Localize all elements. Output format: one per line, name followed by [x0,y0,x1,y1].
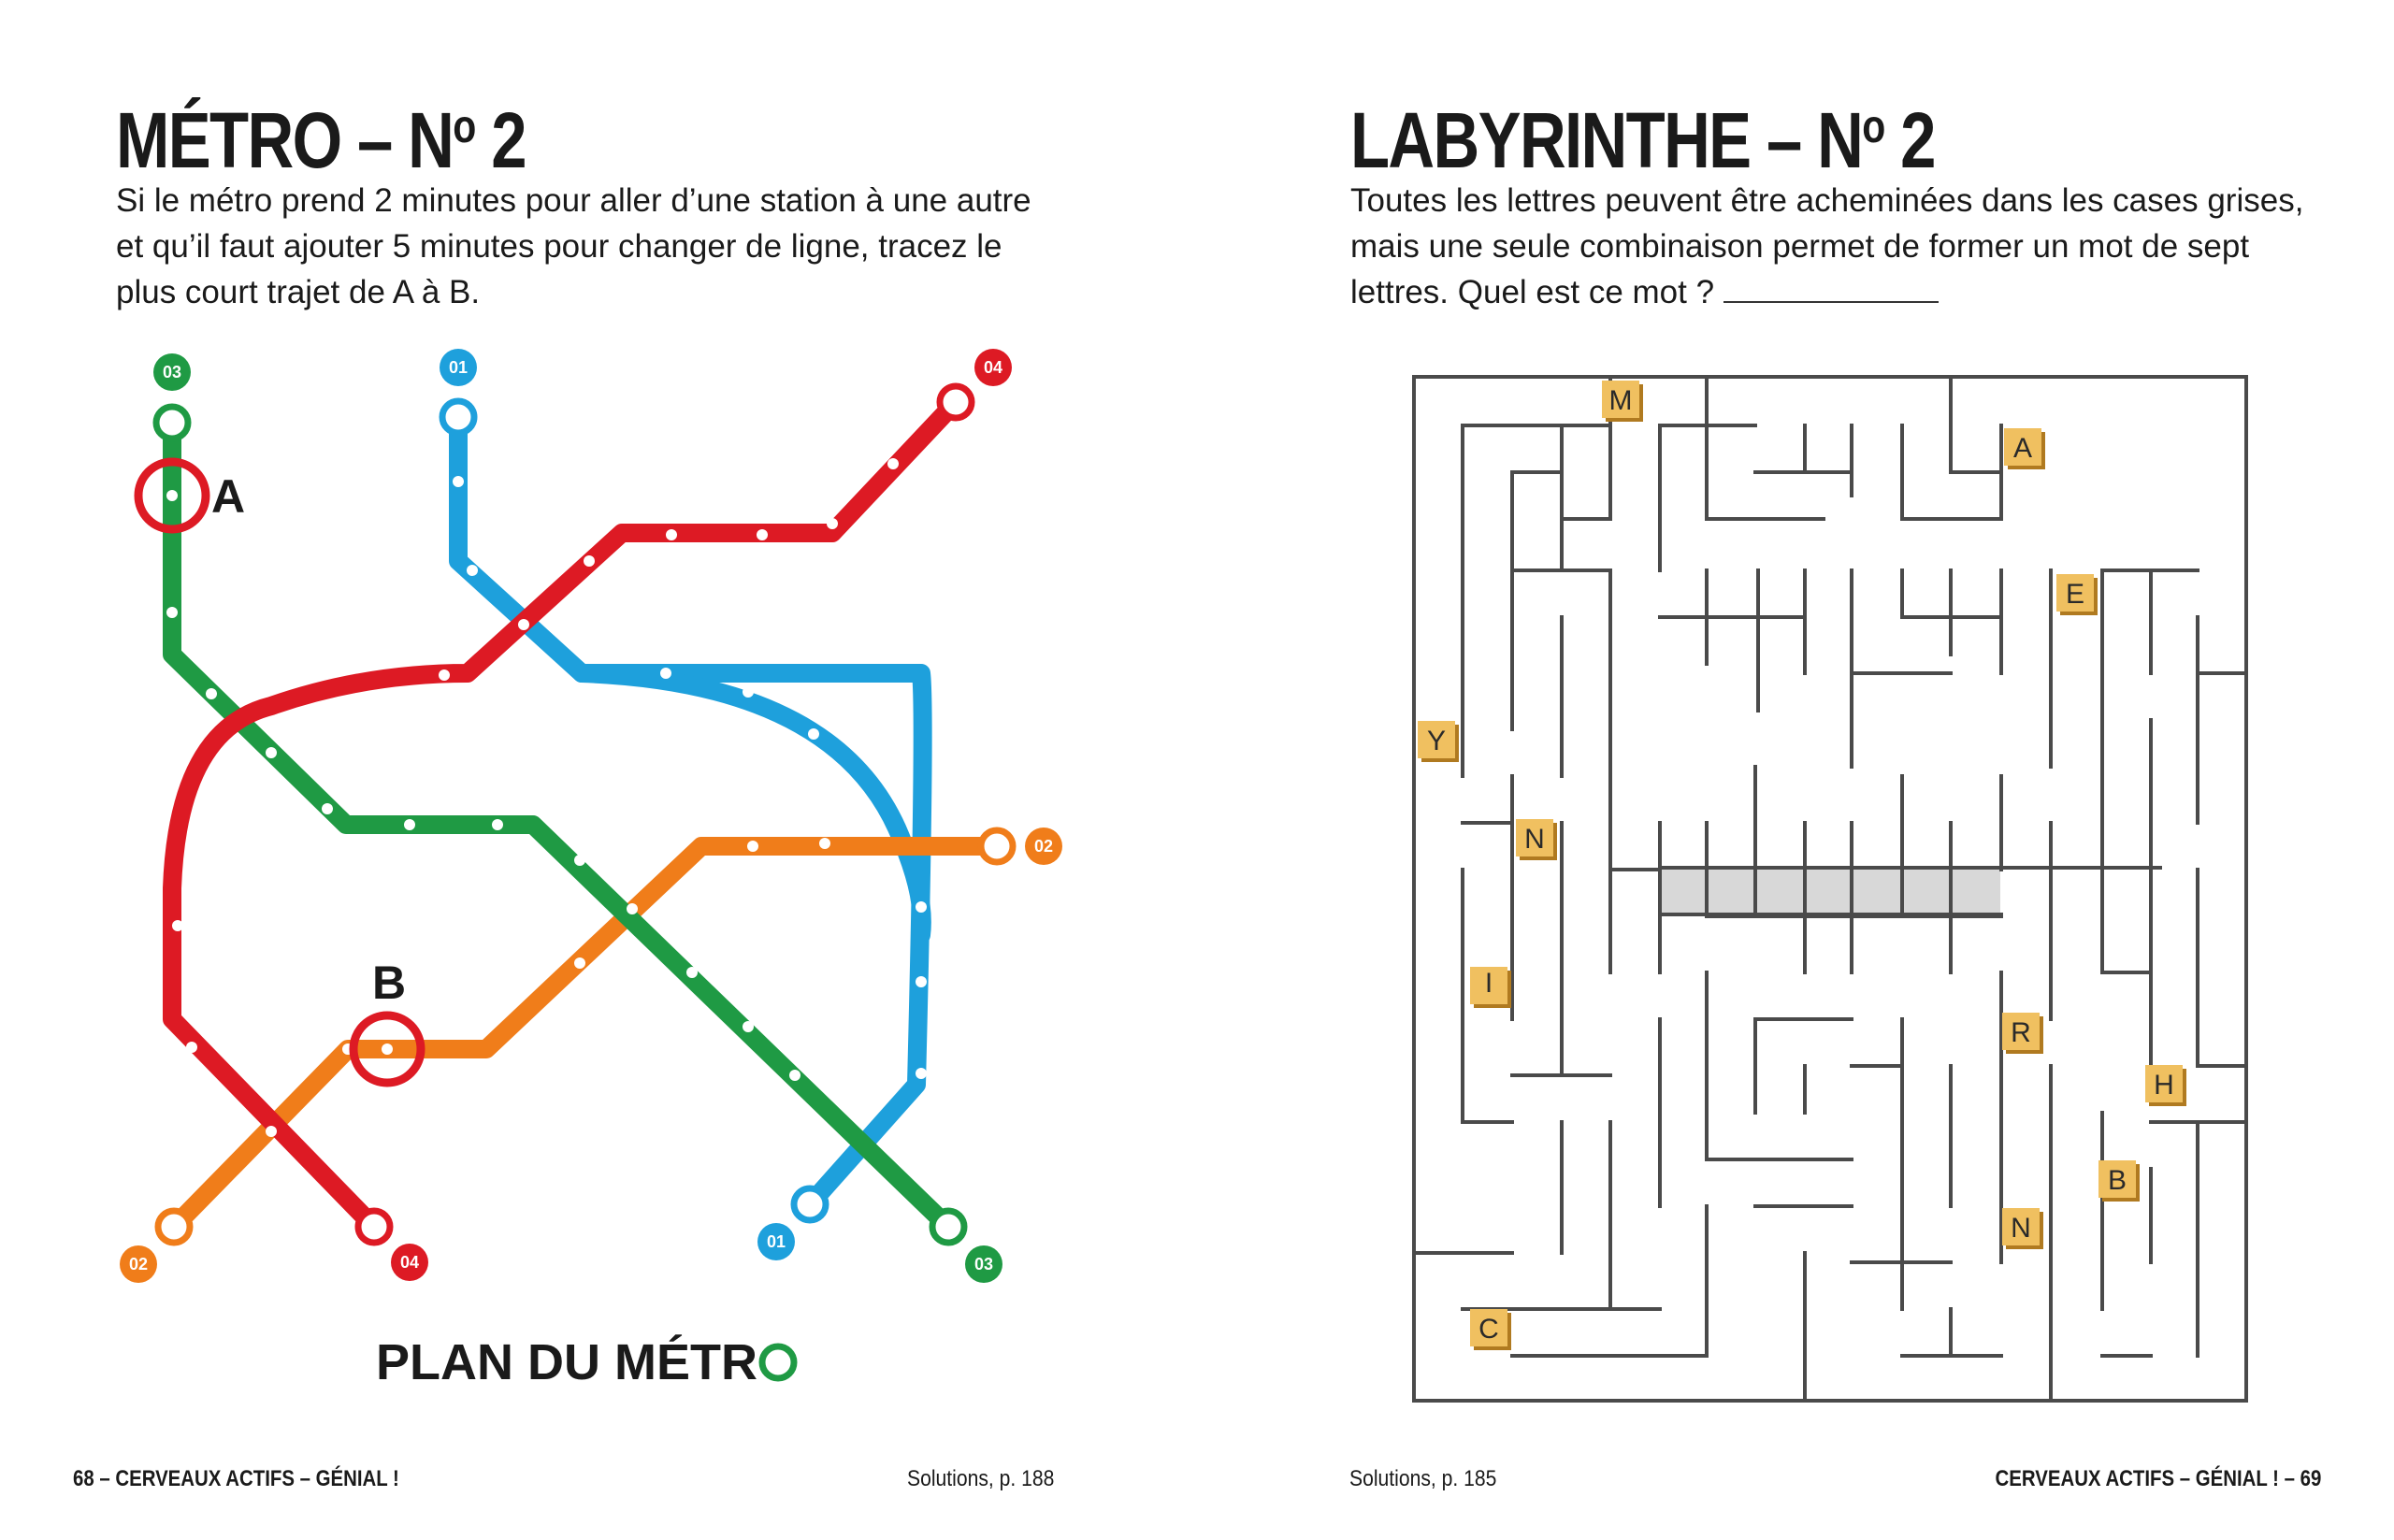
badge-01-bottom: 01 [766,1232,786,1251]
labyrinthe-intro: Toutes les lettres peuvent être acheminées dans les cases grises, mais une seule combinaison permet de former un mot de sept lettres. Quel est ce mot ? [1350,182,2304,310]
metro-intro: Si le métro prend 2 minutes pour aller d’une station à une autre et qu’il faut ajouter 5 minutes pour changer de ligne, tracez le plus court trajet de A à B. [116,182,1031,310]
badge-01-top: 01 [448,358,469,377]
line-02-path [174,846,997,1227]
letter-n-2: N [2011,1213,2031,1244]
badge-04-bottom: 04 [399,1253,420,1272]
letter-n-1: N [1524,824,1545,855]
labyrinthe-title: LABYRINTHE – $N^o$ 2 [1350,96,1935,184]
letter-a: A [2012,433,2033,464]
badge-02-right: 02 [1033,837,1054,856]
letter-h: H [2154,1070,2174,1101]
footer-right-solutions: Solutions, p. 185 [1349,1466,1497,1491]
metro-title: MÉTRO – $N^o$ 2 [116,96,526,184]
letter-y: Y [1426,726,1447,756]
letter-m: M [1608,385,1633,416]
letter-c: C [1478,1314,1499,1345]
letter-e: E [2065,579,2085,610]
badge-04-top: 04 [983,358,1003,377]
badge-03-bottom: 03 [973,1255,994,1274]
metro-map [0,0,1197,1403]
footer-right-page: CERVEAUX ACTIFS – GÉNIAL ! – 69 [1995,1466,2321,1491]
station-a-label: A [211,470,246,523]
maze [1197,0,2394,1403]
right-page [1197,0,2394,1540]
footer-left-solutions: Solutions, p. 188 [907,1466,1055,1491]
station-b-label: B [372,957,407,1009]
footer-left-page: 68 – CERVEAUX ACTIFS – GÉNIAL ! [73,1466,399,1491]
letter-b: B [2107,1165,2127,1196]
badge-03-top: 03 [162,363,182,381]
map-title-o-icon [762,1346,794,1378]
map-title: PLAN DU MÉTR [376,1334,757,1390]
letter-r: R [2011,1017,2031,1048]
letter-i: I [1484,968,1493,999]
badge-02-bottom: 02 [128,1255,149,1274]
